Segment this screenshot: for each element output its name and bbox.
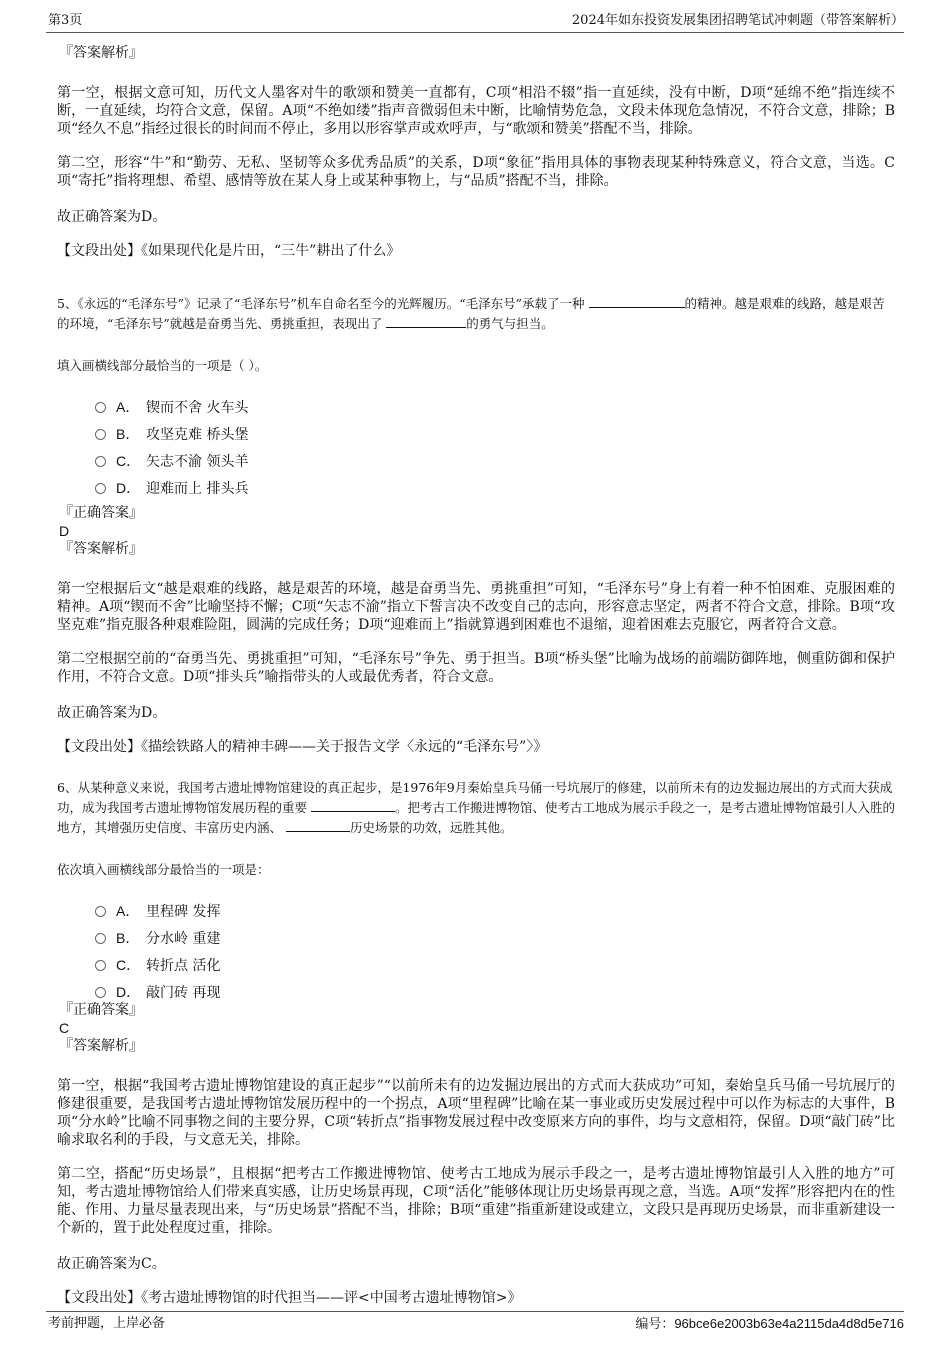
correct-answer-label: 『正确答案』 bbox=[59, 505, 143, 521]
option-a[interactable]: A． 锲而不舍 火车头 bbox=[95, 396, 895, 423]
option-b[interactable]: B． 攻坚克难 桥头堡 bbox=[95, 423, 895, 450]
option-b[interactable]: B． 分水岭 重建 bbox=[95, 927, 895, 954]
analysis-label: 『答案解析』 bbox=[59, 1038, 143, 1054]
page-header bbox=[46, 12, 904, 33]
analysis-paragraph: 第一空，根据文意可知，历代文人墨客对牛的歌颂和赞美一直都有，C项“相沿不辍”指一直延续，没有中断，D项“延绵不绝”指连续不断，一直延续，均符合文意，保留。A项“不绝如缕”指声音微弱但未中断，比喻情势危急，文段未体现危急情况，不符合文意，排除；B项“经久不息”指经过很长的时间而不停止，多用以形容掌声或欢呼声，与“歌颂和赞美”搭配不当，排除。 bbox=[57, 85, 895, 137]
document-title: 2024年如东投资发展集团招聘笔试冲刺题（带答案解析） bbox=[571, 13, 904, 28]
fill-blank bbox=[311, 799, 395, 812]
analysis-label: 『答案解析』 bbox=[59, 45, 143, 61]
answer-statement: 故正确答案为D。 bbox=[57, 209, 167, 225]
footer-slogan: 考前押题，上岸必备 bbox=[48, 1316, 166, 1331]
option-d[interactable]: D． 迎难而上 排头兵 bbox=[95, 477, 895, 504]
analysis-paragraph: 第一空，根据“我国考古遗址博物馆建设的真正起步”“以前所未有的边发掘边展出的方式而大获成功”可知，秦始皇兵马俑一号坑展厅的修建很重要，是我国考古遗址博物馆发展历程中的一个拐点，A项“里程碑”比喻在某一事业或历史发展过程中可以作为标志的大事件，B项“分水岭”比喻不同事物之间的主要分界，C项“转折点”指事物发展过程中改变原来方向的事件，均与文意相符，保留。D项“敲门砖”比喻求取名利的手段，与文意无关，排除。 bbox=[57, 1078, 895, 1148]
question-5-stem: 5、《永远的“毛泽东号”》记录了“毛泽东号”机车自命名至今的光辉履历。“毛泽东号”承载了一种 的精神。越是艰难的线路，越是艰苦的环境，“毛泽东号”就越是奋勇当先、勇挑重担，表现出了 的勇气与担当。 bbox=[57, 296, 885, 331]
analysis-paragraph: 第二空根据空前的“奋勇当先、勇挑重担”可知，“毛泽东号”争先、勇于担当。B项“桥头堡”比喻为战场的前端防御阵地，侧重防御和保护作用，不符合文意。D项“排头兵”喻指带头的人或最优秀者，符合文意。 bbox=[57, 651, 895, 685]
radio-icon[interactable] bbox=[95, 483, 106, 494]
radio-icon[interactable] bbox=[95, 933, 106, 944]
analysis-paragraph: 第二空，搭配“历史场景”，且根据“把考古工作搬进博物馆、使考古工地成为展示手段之一，是考古遗址博物馆最引人入胜的地方”可知，考古遗址博物馆给人们带来真实感，让历史场景再现，C项“活化”能够体现让历史场景再现之意，当选。A项“发挥”形容把内在的性能、作用、力量尽量表现出来，与“历史场景”搭配不当，排除；B项“重建”指重新建设或建立，文段只是再现历史场景，而非重新建设一个新的，置于此处程度过重，排除。 bbox=[57, 1166, 895, 1236]
answer-statement: 故正确答案为C。 bbox=[57, 1256, 166, 1272]
page-number: 第3页 bbox=[48, 13, 83, 28]
page-content bbox=[57, 44, 895, 1341]
radio-icon[interactable] bbox=[95, 402, 106, 413]
radio-icon[interactable] bbox=[95, 429, 106, 440]
fill-blank bbox=[286, 819, 350, 832]
correct-answer: D bbox=[59, 523, 70, 539]
question-6-prompt: 依次填入画横线部分最恰当的一项是： bbox=[57, 862, 270, 877]
fill-blank bbox=[386, 315, 466, 328]
radio-icon[interactable] bbox=[95, 960, 106, 971]
radio-icon[interactable] bbox=[95, 906, 106, 917]
radio-icon[interactable] bbox=[95, 987, 106, 998]
analysis-paragraph: 第一空根据后文“越是艰难的线路，越是艰苦的环境，越是奋勇当先、勇挑重担”可知，“毛泽东号”身上有着一种不怕困难、克服困难的精神。A项“锲而不舍”比喻坚持不懈；C项“矢志不渝”指立下誓言决不改变自己的志向，形容意志坚定，两者不符合文意，排除。B项“攻坚克难”指克服各种艰难险阻，圆满的完成任务；D项“迎难而上”指就算遇到困难也不退缩，迎着困难去克服它，两者符合文意。 bbox=[57, 581, 895, 633]
page-footer bbox=[46, 1311, 904, 1331]
option-c[interactable]: C． 转折点 活化 bbox=[95, 954, 895, 981]
question-6-stem: 6、从某种意义来说，我国考古遗址博物馆建设的真正起步，是1976年9月秦始皇兵马俑一号坑展厅的修建，以前所未有的边发掘边展出的方式而大获成功，成为我国考古遗址博物馆发展历程的重要 。把考古工作搬进博物馆、使考古工地成为展示手段之一，是考古遗址博物馆最引人入胜的地方，其增强历史信度、丰富历史内涵、 历史场景的功效，远胜其他。 bbox=[57, 780, 895, 835]
option-a[interactable]: A． 里程碑 发挥 bbox=[95, 900, 895, 927]
option-c[interactable]: C． 矢志不渝 领头羊 bbox=[95, 450, 895, 477]
correct-answer: C bbox=[59, 1020, 70, 1036]
question-6-options bbox=[95, 900, 895, 1001]
answer-statement: 故正确答案为D。 bbox=[57, 705, 167, 721]
option-d[interactable]: D． 敲门砖 再现 bbox=[95, 981, 895, 1001]
source-citation: 【文段出处】《考古遗址博物馆的时代担当——评<中国考古遗址博物馆>》 bbox=[57, 1290, 522, 1306]
radio-icon[interactable] bbox=[95, 456, 106, 467]
source-citation: 【文段出处】《描绘铁路人的精神丰碑——关于报告文学〈永远的“毛泽东号”〉》 bbox=[57, 739, 548, 755]
document-id: 编号：96bce6e2003b63e4a2115da4d8d5e716 bbox=[635, 1316, 904, 1331]
question-5-prompt: 填入画横线部分最恰当的一项是（ ）。 bbox=[57, 358, 268, 373]
fill-blank bbox=[589, 295, 685, 308]
correct-answer-label: 『正确答案』 bbox=[59, 1002, 143, 1018]
analysis-paragraph: 第二空，形容“牛”和“勤劳、无私、坚韧等众多优秀品质”的关系，D项“象征”指用具体的事物表现某种特殊意义，符合文意，当选。C项“寄托”指将理想、希望、感情等放在某人身上或某种事物上，与“品质”搭配不当，排除。 bbox=[57, 155, 895, 189]
question-5-options bbox=[95, 396, 895, 504]
analysis-label: 『答案解析』 bbox=[59, 541, 143, 557]
source-citation: 【文段出处】《如果现代化是片田，“三牛”耕出了什么》 bbox=[57, 243, 401, 259]
